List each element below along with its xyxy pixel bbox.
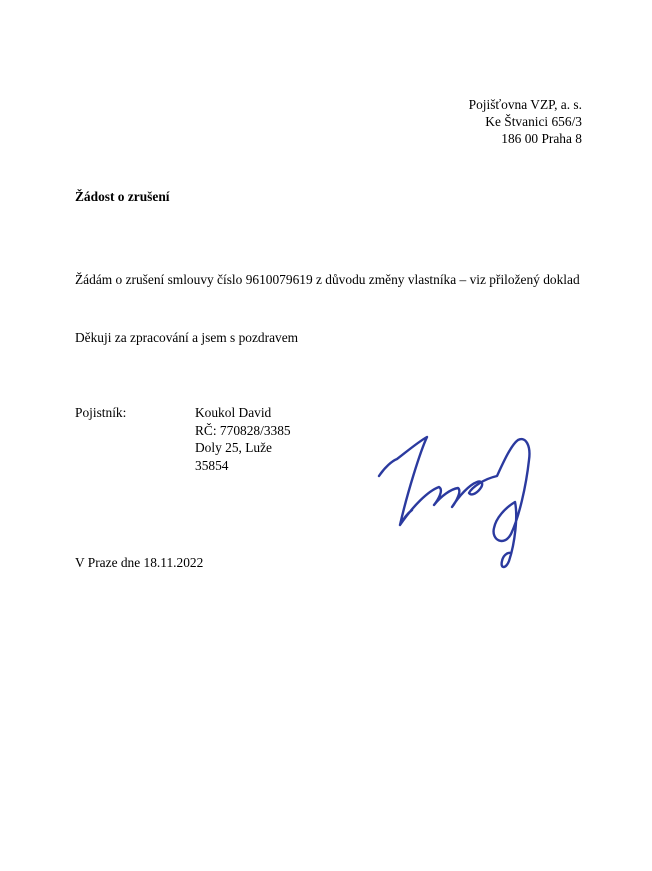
- recipient-street: Ke Štvanici 656/3: [485, 114, 582, 129]
- signature-icon: [365, 432, 540, 582]
- policyholder-birth-number: RČ: 770828/3385: [195, 422, 291, 438]
- closing-paragraph: Děkuji za zpracování a jsem s pozdravem: [75, 330, 299, 345]
- policyholder-block: [75, 404, 291, 474]
- handwritten-signature: [365, 432, 540, 582]
- policyholder-details: [195, 404, 291, 474]
- signature-stroke: [379, 437, 529, 567]
- recipient-address-block: [469, 96, 582, 147]
- policyholder-street: Doly 25, Luže: [195, 440, 272, 455]
- recipient-company: Pojišťovna VZP, a. s.: [468, 97, 582, 112]
- request-paragraph: Žádám o zrušení smlouvy číslo 9610079619 z důvodu změny vlastníka – viz přiložený doklad: [75, 272, 580, 287]
- policyholder-label: Pojistník:: [75, 405, 127, 420]
- policyholder-zip: 35854: [195, 457, 229, 473]
- policyholder-name: Koukol David: [195, 405, 272, 420]
- letter-subject: Žádost o zrušení: [75, 189, 170, 204]
- place-and-date: V Praze dne 18.11.2022: [75, 555, 204, 570]
- recipient-city: 186 00 Praha 8: [501, 131, 582, 146]
